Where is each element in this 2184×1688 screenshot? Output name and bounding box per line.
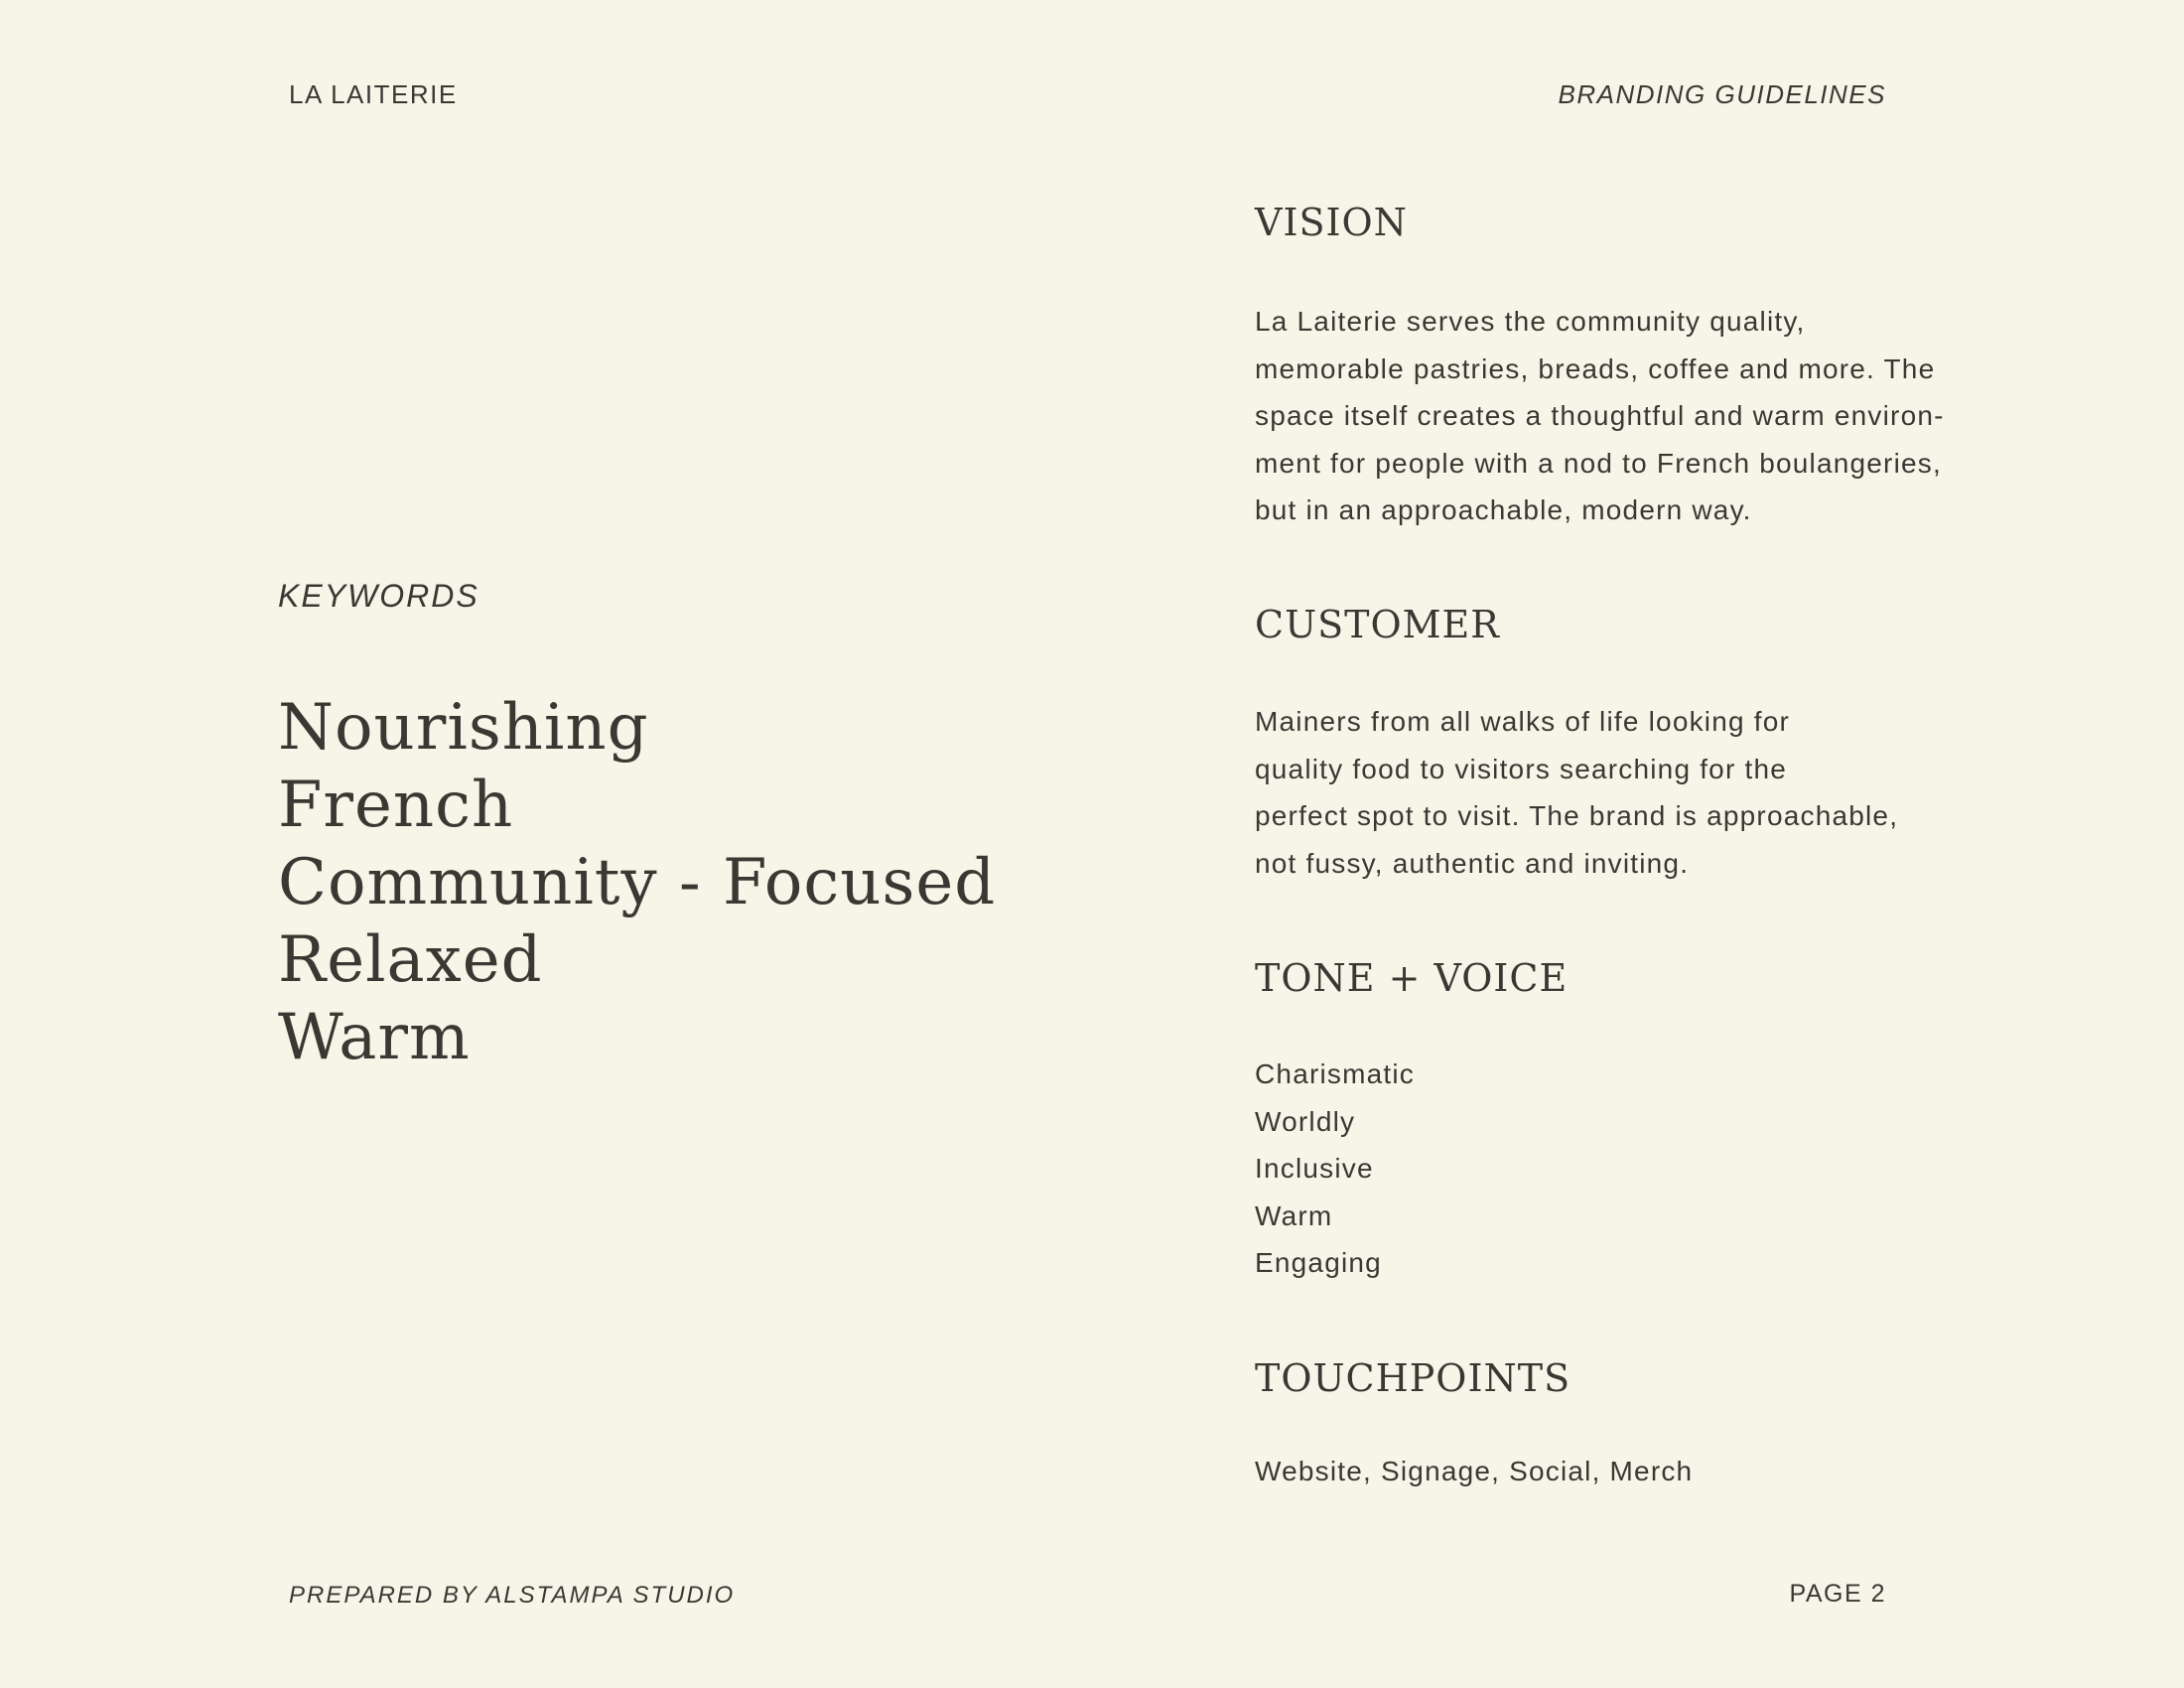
tone-voice-heading: TONE + VOICE	[1255, 956, 1569, 1000]
tone-item: Inclusive	[1255, 1153, 1374, 1184]
customer-line: quality food to visitors searching for the	[1255, 753, 1787, 784]
keywords-label: KEYWORDS	[278, 578, 479, 614]
brand-name: LA LAITERIE	[289, 79, 458, 109]
keyword-item: Relaxed	[278, 923, 543, 997]
customer-heading: CUSTOMER	[1255, 603, 1500, 646]
vision-line: but in an approachable, modern way.	[1255, 494, 1752, 525]
vision-line: La Laiterie serves the community quality,	[1255, 306, 1806, 337]
touchpoints-heading: TOUCHPOINTS	[1255, 1356, 1571, 1400]
customer-line: perfect spot to visit. The brand is approachable,	[1255, 800, 1899, 831]
prepared-by: PREPARED BY ALSTAMPA STUDIO	[289, 1582, 736, 1609]
tone-voice-list	[1255, 1051, 1415, 1287]
keyword-item: Nourishing	[278, 691, 649, 765]
tone-item: Engaging	[1255, 1247, 1382, 1278]
customer-body	[1255, 698, 1898, 887]
keyword-item: Warm	[278, 1001, 471, 1074]
vision-heading: VISION	[1255, 201, 1408, 244]
page-number: PAGE 2	[1789, 1580, 1886, 1608]
keyword-item: Community - Focused	[278, 846, 997, 919]
vision-body	[1255, 298, 1945, 534]
vision-line: space itself creates a thoughtful and warm environ-	[1255, 400, 1945, 431]
tone-item: Worldly	[1255, 1105, 1356, 1137]
document-title: BRANDING GUIDELINES	[1558, 79, 1886, 109]
keywords-list	[278, 689, 996, 1076]
keyword-item: French	[278, 769, 514, 842]
touchpoints-text: Website, Signage, Social, Merch	[1255, 1456, 1694, 1486]
vision-line: memorable pastries, breads, coffee and more. The	[1255, 352, 1936, 384]
tone-item: Charismatic	[1255, 1058, 1416, 1089]
customer-line: not fussy, authentic and inviting.	[1255, 847, 1690, 879]
tone-item: Warm	[1255, 1199, 1333, 1231]
vision-line: ment for people with a nod to French boulangeries,	[1255, 447, 1942, 479]
customer-line: Mainers from all walks of life looking for	[1255, 706, 1791, 737]
